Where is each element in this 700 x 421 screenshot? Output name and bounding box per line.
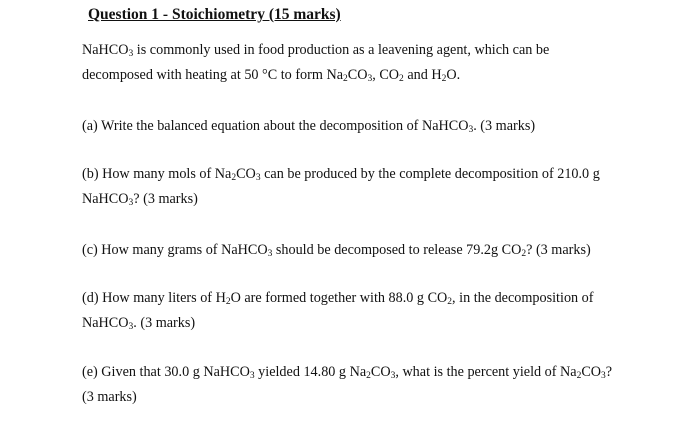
- intro-line-1: NaHCO$_3$ is commonly used in food production as a leavening agent, which can be: [82, 42, 550, 59]
- question-e-line-1: (e) Given that 30.0 g NaHCO$_3$ yielded 14.80 g $Na_2CO_3$, what is the percent yield of $Na_2CO_3$?: [82, 364, 613, 381]
- question-b-line-1: (b) How many mols of $Na_2CO_3$ can be produced by the complete decomposition of 210.0 g: [82, 166, 600, 183]
- question-c-line-1: (c) How many grams of NaHCO$_3$ should be decomposed to release 79.2g $CO_2$? (3 marks): [82, 242, 591, 259]
- question-a-line-1: (a) Write the balanced equation about the decomposition of NaHCO$_3$. (3 marks): [82, 118, 536, 135]
- question-b: [82, 162, 624, 212]
- question-a: [82, 114, 624, 139]
- question-d-line-1: (d) How many liters of $H_2O$ are formed together with 88.0 g $CO_2$, in the decomposition of: [82, 290, 594, 307]
- question-e-line-2: (3 marks): [82, 389, 137, 405]
- intro-paragraph: [82, 38, 624, 88]
- question-c: [82, 238, 624, 263]
- question-e: [82, 360, 624, 410]
- intro-line-2: decomposed with heating at 50 °C to form $Na_2CO_3$, $CO_2$ and $H_2O$.: [82, 67, 461, 84]
- question-b-line-2: NaHCO$_3$? (3 marks): [82, 191, 198, 208]
- question-title: Question 1 - Stoichiometry (15 marks): [88, 6, 341, 23]
- question-d-line-2: NaHCO$_3$. (3 marks): [82, 315, 196, 332]
- question-d: [82, 286, 624, 336]
